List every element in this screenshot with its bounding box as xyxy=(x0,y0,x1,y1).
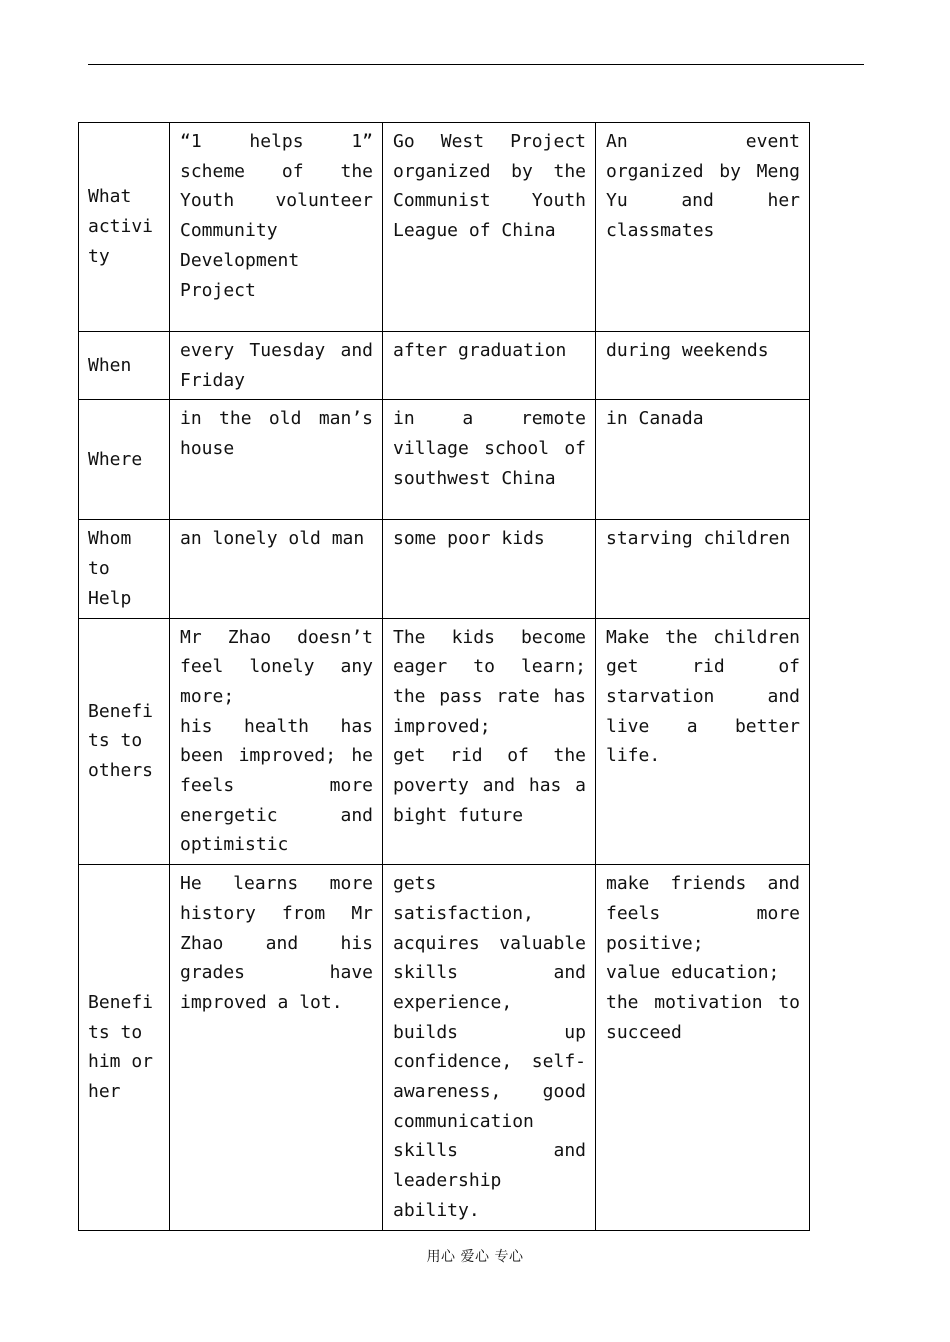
table-row-where xyxy=(79,400,810,520)
row-label-benefits-to-others: Benefi ts to others xyxy=(79,618,170,865)
row-label-what-activity: What activi ty xyxy=(79,123,170,332)
table-cell: after graduation xyxy=(383,332,596,400)
table-cell: “1 helps 1” scheme of the Youth volunteer Community Development Project xyxy=(170,123,383,332)
row-label-benefits-to-him-or-her: Benefi ts to him or her xyxy=(79,865,170,1230)
table-cell: Mr Zhao doesn’t feel lonely any more; his health has been improved; he feels more energetic and optimistic xyxy=(170,618,383,865)
table-cell: starving children xyxy=(596,520,810,618)
table-cell: make friends and feels more positive; value education; the motivation to succeed xyxy=(596,865,810,1230)
table-cell: The kids become eager to learn; the pass rate has improved; get rid of the poverty and has a bight future xyxy=(383,618,596,865)
table-cell: Go West Project organized by the Communist Youth League of China xyxy=(383,123,596,332)
table-cell: in the old man’s house xyxy=(170,400,383,520)
table-row-whom-to-help xyxy=(79,520,810,618)
table-row-benefits-to-others xyxy=(79,618,810,865)
page-footer: 用心 爱心 专心 xyxy=(426,1249,524,1265)
table-cell: in Canada xyxy=(596,400,810,520)
table-row-benefits-to-him-or-her xyxy=(79,865,810,1230)
table-cell: gets satisfaction, acquires valuable skills and experience, builds up confidence, self-awareness, good communication skills and leadership ability. xyxy=(383,865,596,1230)
table-cell: some poor kids xyxy=(383,520,596,618)
table-cell: Make the children get rid of starvation and live a better life. xyxy=(596,618,810,865)
table-cell: He learns more history from Mr Zhao and his grades have improved a lot. xyxy=(170,865,383,1230)
table-cell: during weekends xyxy=(596,332,810,400)
row-label-whom-to-help: Whom to Help xyxy=(79,520,170,618)
table-cell: every Tuesday and Friday xyxy=(170,332,383,400)
header-rule xyxy=(88,64,864,65)
activity-comparison-table xyxy=(78,122,810,1231)
table-row-when xyxy=(79,332,810,400)
row-label-when: When xyxy=(79,332,170,400)
table-cell: An event organized by Meng Yu and her classmates xyxy=(596,123,810,332)
row-label-where: Where xyxy=(79,400,170,520)
table-cell: an lonely old man xyxy=(170,520,383,618)
table-cell: in a remote village school of southwest China xyxy=(383,400,596,520)
table-row-what-activity xyxy=(79,123,810,332)
